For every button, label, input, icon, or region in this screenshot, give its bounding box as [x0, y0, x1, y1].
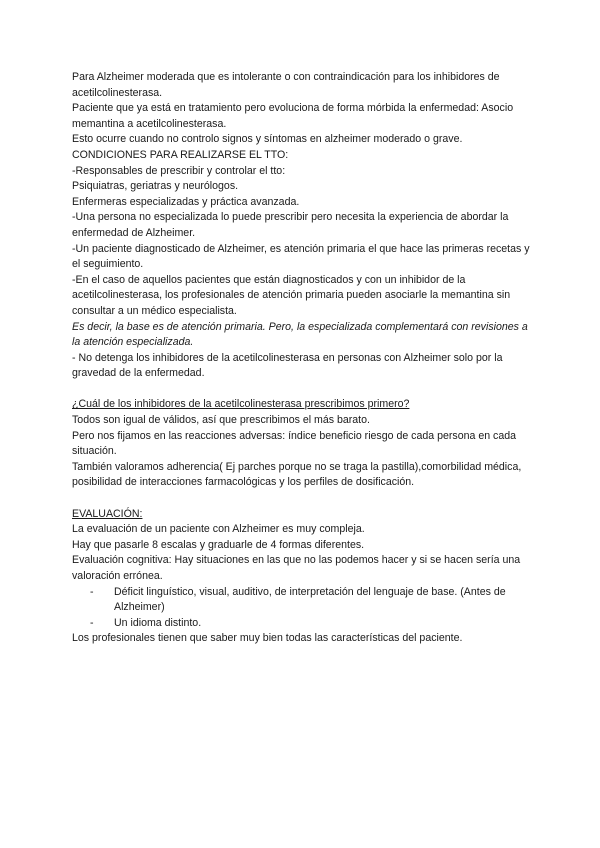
paragraph: -Una persona no especializada lo puede prescribir pero necesita la experiencia de abordar la enfermedad de Alzheimer.: [72, 211, 509, 239]
list-item: [72, 616, 532, 632]
paragraph: Para Alzheimer moderada que es intolerante o con contraindicación para los inhibidores de acetilcolinesterasa.: [72, 71, 500, 99]
list-item-text: Déficit linguístico, visual, auditivo, de interpretación del lenguaje de base. (Antes de Alzheimer): [114, 585, 506, 614]
paragraph: -Un paciente diagnosticado de Alzheimer, es atención primaria el que hace las primeras recetas y el seguimiento.: [72, 242, 530, 271]
section-heading: CONDICIONES PARA REALIZARSE EL TTO:: [72, 148, 289, 161]
paragraph: Psiquiatras, geriatras y neurólogos.: [72, 180, 239, 193]
italic-note: Es decir, la base es de atención primaria. Pero, la especializada complementará con revisiones a la atención especializada.: [72, 320, 528, 349]
paragraph: -Responsables de prescribir y controlar el tto:: [72, 164, 286, 177]
paragraph: Paciente que ya está en tratamiento pero evoluciona de forma mórbida la enfermedad: Asocio memantina a acetilcolinesterasa.: [72, 102, 514, 130]
paragraph: Pero nos fijamos en las reacciones adversas: índice beneficio riesgo de cada persona en cada situación.: [72, 429, 517, 458]
bullet-marker: -: [90, 585, 94, 598]
question-heading: ¿Cuál de los inhibidores de la acetilcolinesterasa prescribimos primero?: [72, 398, 410, 411]
paragraph: También valoramos adherencia( Ej parches porque no se traga la pastilla),comorbilidad médica, posibilidad de interacciones farmacológicas y los perfiles de dosificación.: [72, 460, 522, 489]
paragraph: Evaluación cognitiva: Hay situaciones en las que no las podemos hacer y si se hacen sería una valoración errónea.: [72, 554, 521, 582]
bullet-marker: -: [90, 616, 94, 629]
paragraph: La evaluación de un paciente con Alzheimer es muy compleja.: [72, 523, 365, 536]
paragraph: Los profesionales tienen que saber muy bien todas las características del paciente.: [72, 632, 463, 645]
paragraph: -En el caso de aquellos pacientes que están diagnosticados y con un inhibidor de la acetilcolinesterasa, los profesionales de atención primaria pueden asociarle la memantina sin consultar a un médico especialista.: [72, 273, 511, 317]
list-item-text: Un idioma distinto.: [114, 616, 202, 629]
paragraph: - No detenga los inhibidores de la acetilcolinesterasa en personas con Alzheimer solo por la gravedad de la enfermedad.: [72, 351, 503, 380]
paragraph: Esto ocurre cuando no controlo signos y síntomas en alzheimer moderado o grave.: [72, 133, 463, 146]
document-page: [72, 70, 532, 647]
paragraph: Enfermeras especializadas y práctica avanzada.: [72, 195, 300, 208]
list-item: [72, 585, 532, 616]
paragraph: Todos son igual de válidos, así que prescribimos el más barato.: [72, 414, 370, 427]
evaluation-heading: EVALUACIÓN:: [72, 507, 143, 520]
paragraph: Hay que pasarle 8 escalas y graduarle de 4 formas diferentes.: [72, 538, 365, 551]
spacer: [72, 382, 532, 398]
spacer: [72, 491, 532, 507]
